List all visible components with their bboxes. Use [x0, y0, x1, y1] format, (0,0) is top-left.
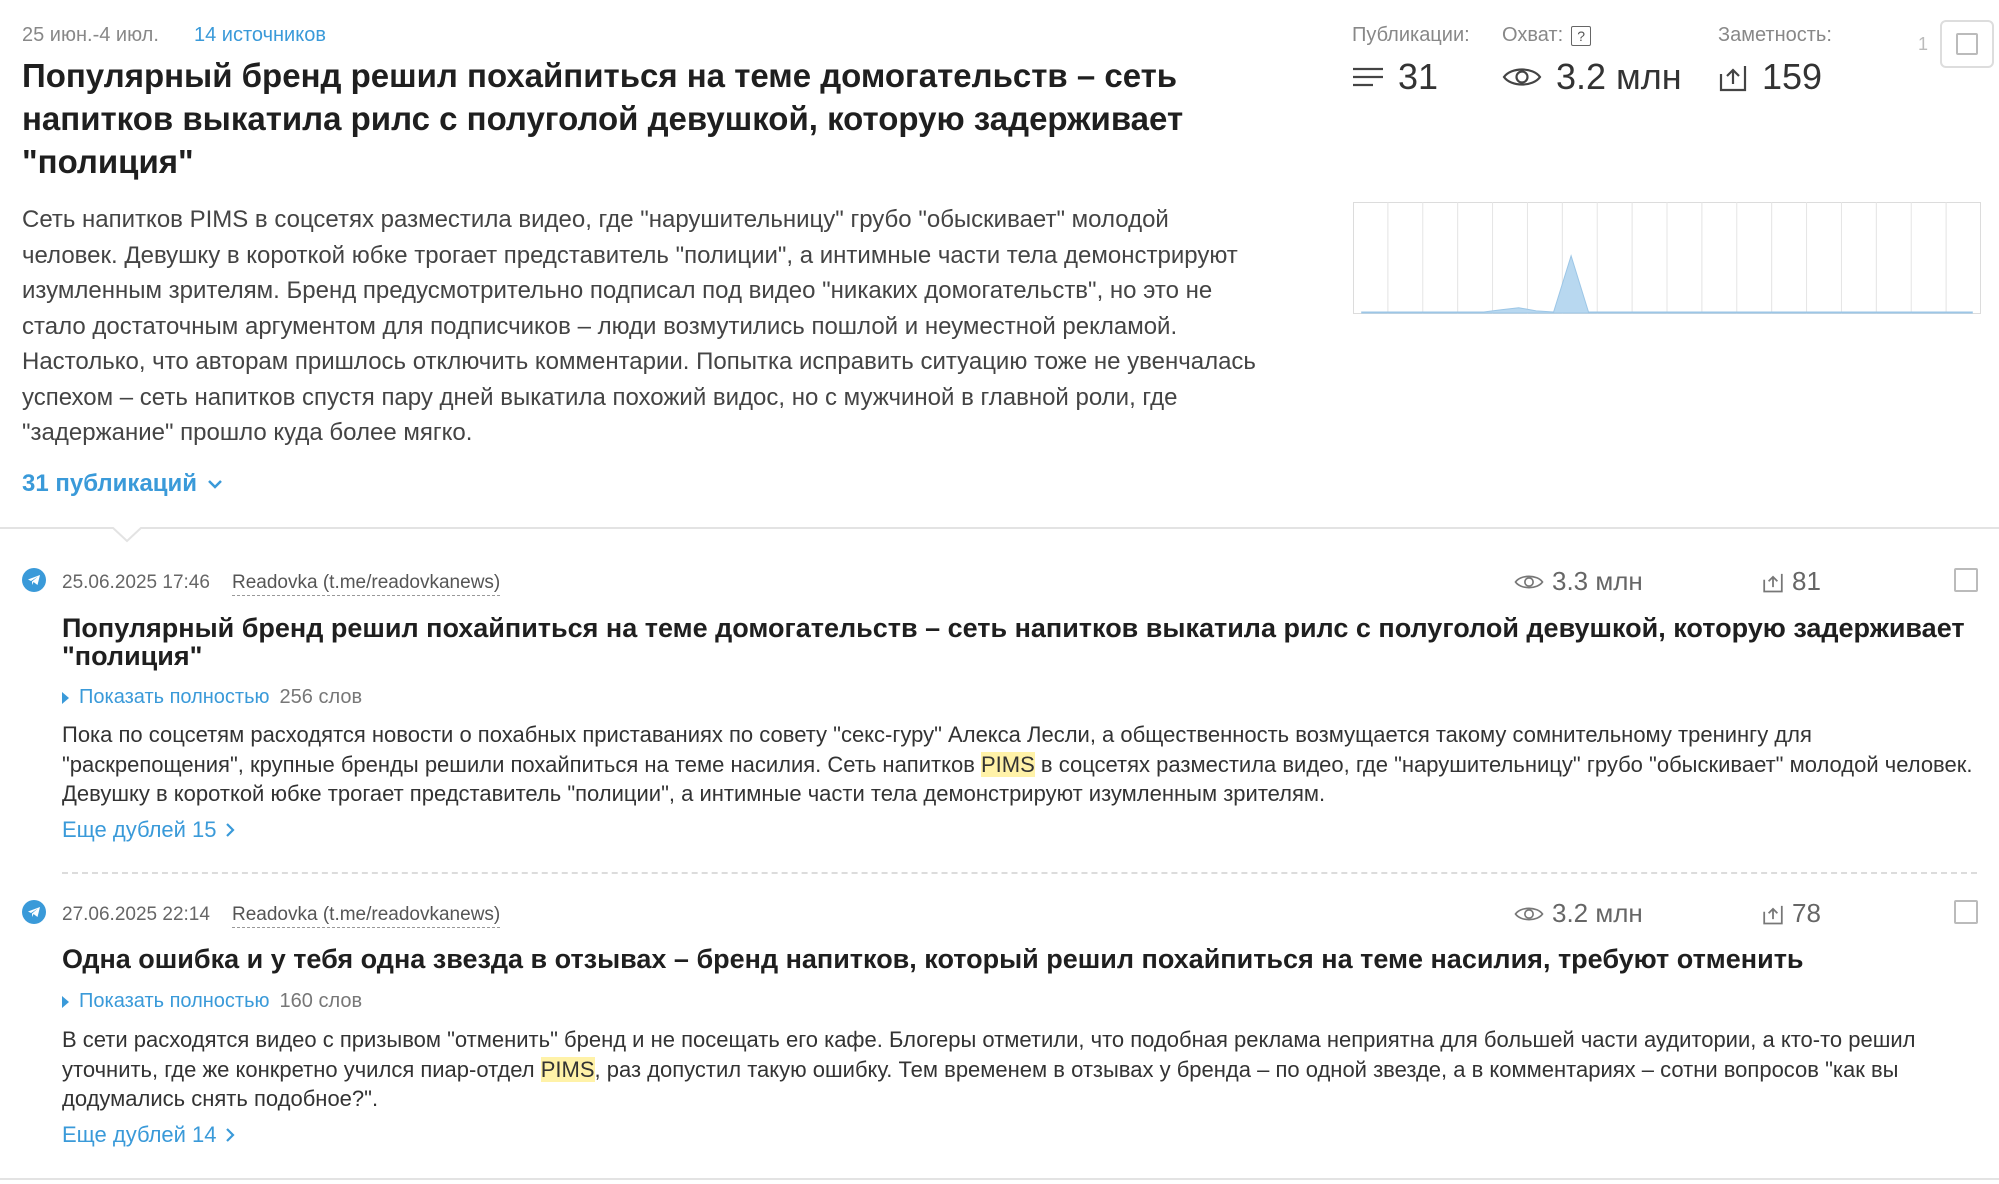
- show-full-link[interactable]: Показать полностью: [79, 990, 270, 1012]
- telegram-icon: [22, 568, 46, 592]
- section-divider: [0, 527, 1999, 529]
- story-activity-chart: [1353, 202, 1981, 314]
- notability-stat-value: 159: [1762, 56, 1823, 97]
- notability-stat: [1718, 56, 1822, 98]
- notability-stat-label: Заметность:: [1718, 24, 1832, 46]
- word-count: 256 слов: [279, 686, 363, 708]
- eye-icon: [1514, 572, 1544, 592]
- eye-icon: [1514, 904, 1544, 924]
- publication-reach: [1514, 898, 1643, 929]
- publication-reach: [1514, 566, 1643, 597]
- story-period: 25 июн.-4 июл.: [22, 24, 159, 46]
- publication-title[interactable]: Одна ошибка и у тебя одна звезда в отзывах – бренд напитков, который решил похайпиться на теме насилия, требуют отменить: [62, 944, 1804, 974]
- divider-notch: [112, 527, 142, 543]
- highlighted-term: PIMS: [540, 1056, 595, 1082]
- eye-icon: [1502, 64, 1542, 90]
- publication-reach-value: 3.2 млн: [1552, 898, 1643, 928]
- publication-separator: [62, 872, 1977, 874]
- reach-stat-label-wrap: [1502, 24, 1591, 47]
- share-icon: [1718, 62, 1748, 92]
- publication-text-part: Пока по соцсетям расходятся новости о похабных приставаниях по совету "секс-гуру" Алекса Лесли, а общественность возмущается такому сомнительному тренингу для "раскрепощения", крупные бренды решили похайпиться на теме насилия. Сеть напитков: [62, 722, 1812, 777]
- duplicates-link[interactable]: [62, 1122, 235, 1148]
- publications-stat: [1352, 56, 1438, 98]
- publication-notability-value: 81: [1792, 566, 1821, 596]
- publications-toggle[interactable]: [22, 470, 223, 498]
- highlighted-term: PIMS: [981, 751, 1035, 777]
- publication-source-link[interactable]: Readovka (t.me/readovkanews): [232, 572, 500, 596]
- expand-triangle-icon[interactable]: [62, 996, 69, 1008]
- reach-stat-value: 3.2 млн: [1556, 56, 1682, 97]
- select-all-checkbox[interactable]: [1956, 33, 1978, 55]
- publication-checkbox[interactable]: [1954, 900, 1978, 924]
- show-full-row: [62, 686, 362, 709]
- publication-title[interactable]: Популярный бренд решил похайпиться на теме домогательств – сеть напитков выкатила рилс с полуголой девушкой, которую задерживает "полиция": [62, 613, 1965, 671]
- reach-stat: [1502, 56, 1682, 98]
- publications-toggle-label: 31 публикаций: [22, 470, 198, 497]
- chevron-down-icon: [207, 478, 223, 490]
- expand-triangle-icon[interactable]: [62, 692, 69, 704]
- show-full-link[interactable]: Показать полностью: [79, 686, 270, 708]
- publication-text: [62, 1025, 1982, 1114]
- publication-notability-value: 78: [1792, 898, 1821, 928]
- publication-notability: [1762, 566, 1821, 597]
- publication-notability: [1762, 898, 1821, 929]
- word-count: 160 слов: [279, 990, 363, 1012]
- story-description: Сеть напитков PIMS в соцсетях разместила видео, где "нарушительницу" грубо "обыскивает" молодой человек. Девушку в короткой юбке трогает представитель "полиции", а интимные части тела демонстрируют изумленным зрителям. Бренд предусмотрительно подписал под видео "никаких домогательств", но это не стало достаточным аргументом для подписчиков – люди возмутились пошлой и неуместной рекламой. Настолько, что авторам пришлось отключить комментарии. Попытка исправить ситуацию тоже не увенчалась успехом – сеть напитков спустя пару дней выкатила похожий видос, но с мужчиной в главной роли, где "задержание" прошло куда более мягко.: [22, 206, 1256, 446]
- duplicates-link[interactable]: [62, 817, 235, 843]
- chevron-right-icon: [225, 822, 235, 838]
- publication-text-part: В сети расходятся видео с призывом "отменить" бренд и не посещать его кафе. Блогеры отметили, что подобная реклама неприятна для большей части аудитории, а кто-то решил уточнить, где же конкретно учился пиар-отдел: [62, 1027, 1916, 1082]
- publications-stat-value: 31: [1398, 56, 1439, 97]
- select-all-button[interactable]: [1940, 20, 1994, 68]
- duplicates-label: Еще дублей 14: [62, 1122, 217, 1147]
- publication-source-link[interactable]: Readovka (t.me/readovkanews): [232, 904, 500, 928]
- select-count: 1: [1918, 34, 1929, 54]
- help-icon[interactable]: ?: [1571, 26, 1591, 46]
- duplicates-label: Еще дублей 15: [62, 817, 217, 842]
- list-bottom-divider: [0, 1178, 1999, 1180]
- publication-date: 27.06.2025 22:14: [62, 904, 210, 925]
- share-icon: [1762, 570, 1784, 594]
- publication-checkbox[interactable]: [1954, 568, 1978, 592]
- publication-date: 25.06.2025 17:46: [62, 572, 210, 593]
- publication-text-part: , раз допустил такую ошибку. Тем временем в отзывах у бренда – по одной звезде, а в комментариях – сотни вопросов "как вы додумались снять подобное?".: [62, 1056, 1899, 1111]
- telegram-icon: [22, 900, 46, 924]
- sources-link[interactable]: 14 источников: [194, 24, 326, 46]
- reach-stat-label: Охват:: [1502, 24, 1564, 46]
- show-full-row: [62, 990, 362, 1013]
- story-title: Популярный бренд решил похайпиться на теме домогательств – сеть напитков выкатила рилс с полуголой девушкой, которую задерживает "полиция": [22, 57, 1184, 180]
- publication-reach-value: 3.3 млн: [1552, 566, 1643, 596]
- publications-stat-label: Публикации:: [1352, 24, 1470, 46]
- chevron-right-icon: [225, 1127, 235, 1143]
- publication-text: [62, 720, 1982, 809]
- lines-icon: [1352, 65, 1384, 89]
- share-icon: [1762, 902, 1784, 926]
- publication-text-part: в соцсетях разместила видео, где "нарушительницу" грубо "обыскивает" молодой человек. Девушку в короткой юбке трогает представитель "полиции", а интимные части тела демонстрируют изумленным зрителям.: [62, 751, 1973, 806]
